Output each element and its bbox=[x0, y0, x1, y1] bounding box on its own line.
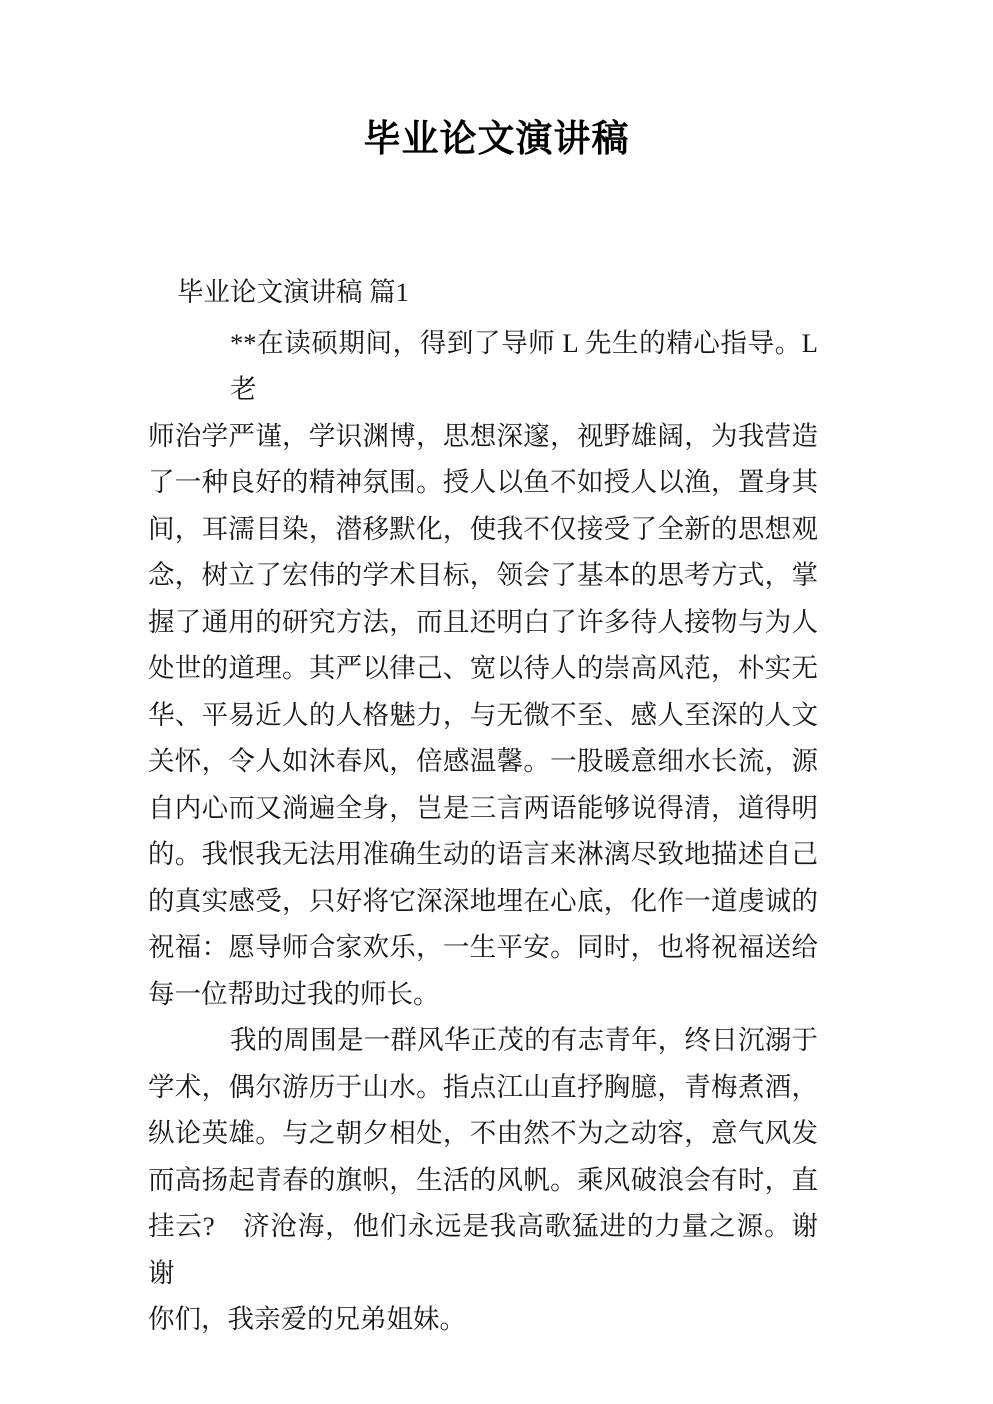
text-line: **在读硕期间，得到了导师 L 先生的精心指导。L 老 bbox=[230, 327, 825, 404]
document-body bbox=[148, 320, 825, 1343]
text-line: 每一位帮助过我的师长。 bbox=[148, 978, 440, 1009]
text-line: 握了通用的研究方法，而且还明白了许多待人接物与为人 bbox=[148, 606, 818, 637]
text-line: 华、平易近人的人格魅力，与无微不至、感人至深的人文 bbox=[148, 699, 818, 730]
text-line: 纵论英雄。与之朝夕相处，不由然不为之动容，意气风发 bbox=[148, 1118, 818, 1148]
text-line: 处世的道理。其严以律己、宽以待人的崇高风范，朴实无 bbox=[148, 653, 818, 683]
text-line: 的真实感受，只好将它深深地埋在心底，化作一道虔诚的 bbox=[148, 885, 818, 916]
text-line: 间，耳濡目染，潜移默化，使我不仅接受了全新的思想观 bbox=[148, 513, 818, 544]
paragraph-2 bbox=[148, 1017, 818, 1343]
text-line: 的。我恨我无法用准确生动的语言来淋漓尽致地描述自己 bbox=[148, 839, 818, 869]
text-line: 自内心而又淌遍全身，岂是三言两语能够说得清，道得明 bbox=[148, 792, 818, 823]
text-line: 我的周围是一群风华正茂的有志青年，终日沉溺于 bbox=[230, 1025, 818, 1055]
text-line: 关怀，令人如沐春风，倍感温馨。一股暖意细水长流，源 bbox=[148, 746, 818, 776]
section-heading: 毕业论文演讲稿 篇1 bbox=[177, 277, 409, 307]
text-line: 祝福：愿导师合家欢乐，一生平安。同时，也将祝福送给 bbox=[148, 932, 818, 962]
text-line: 挂云? 济沧海，他们永远是我高歌猛进的力量之源。谢谢 bbox=[148, 1211, 818, 1288]
text-line: 念，树立了宏伟的学术目标，领会了基本的思考方式，掌 bbox=[148, 560, 818, 590]
text-line: 了一种良好的精神氛围。授人以鱼不如授人以渔，置身其 bbox=[148, 467, 818, 497]
paragraph-1 bbox=[148, 320, 825, 1018]
text-line: 学术，偶尔游历于山水。指点江山直抒胸臆，青梅煮酒， bbox=[148, 1071, 818, 1102]
text-line: 师治学严谨，学识渊博，思想深邃，视野雄阔，为我营造 bbox=[148, 420, 818, 451]
text-line: 而高扬起青春的旗帜，生活的风帆。乘风破浪会有时，直 bbox=[148, 1164, 818, 1195]
page-title: 毕业论文演讲稿 bbox=[363, 118, 630, 159]
text-line: 你们，我亲爱的兄弟姐妹。 bbox=[148, 1304, 466, 1334]
